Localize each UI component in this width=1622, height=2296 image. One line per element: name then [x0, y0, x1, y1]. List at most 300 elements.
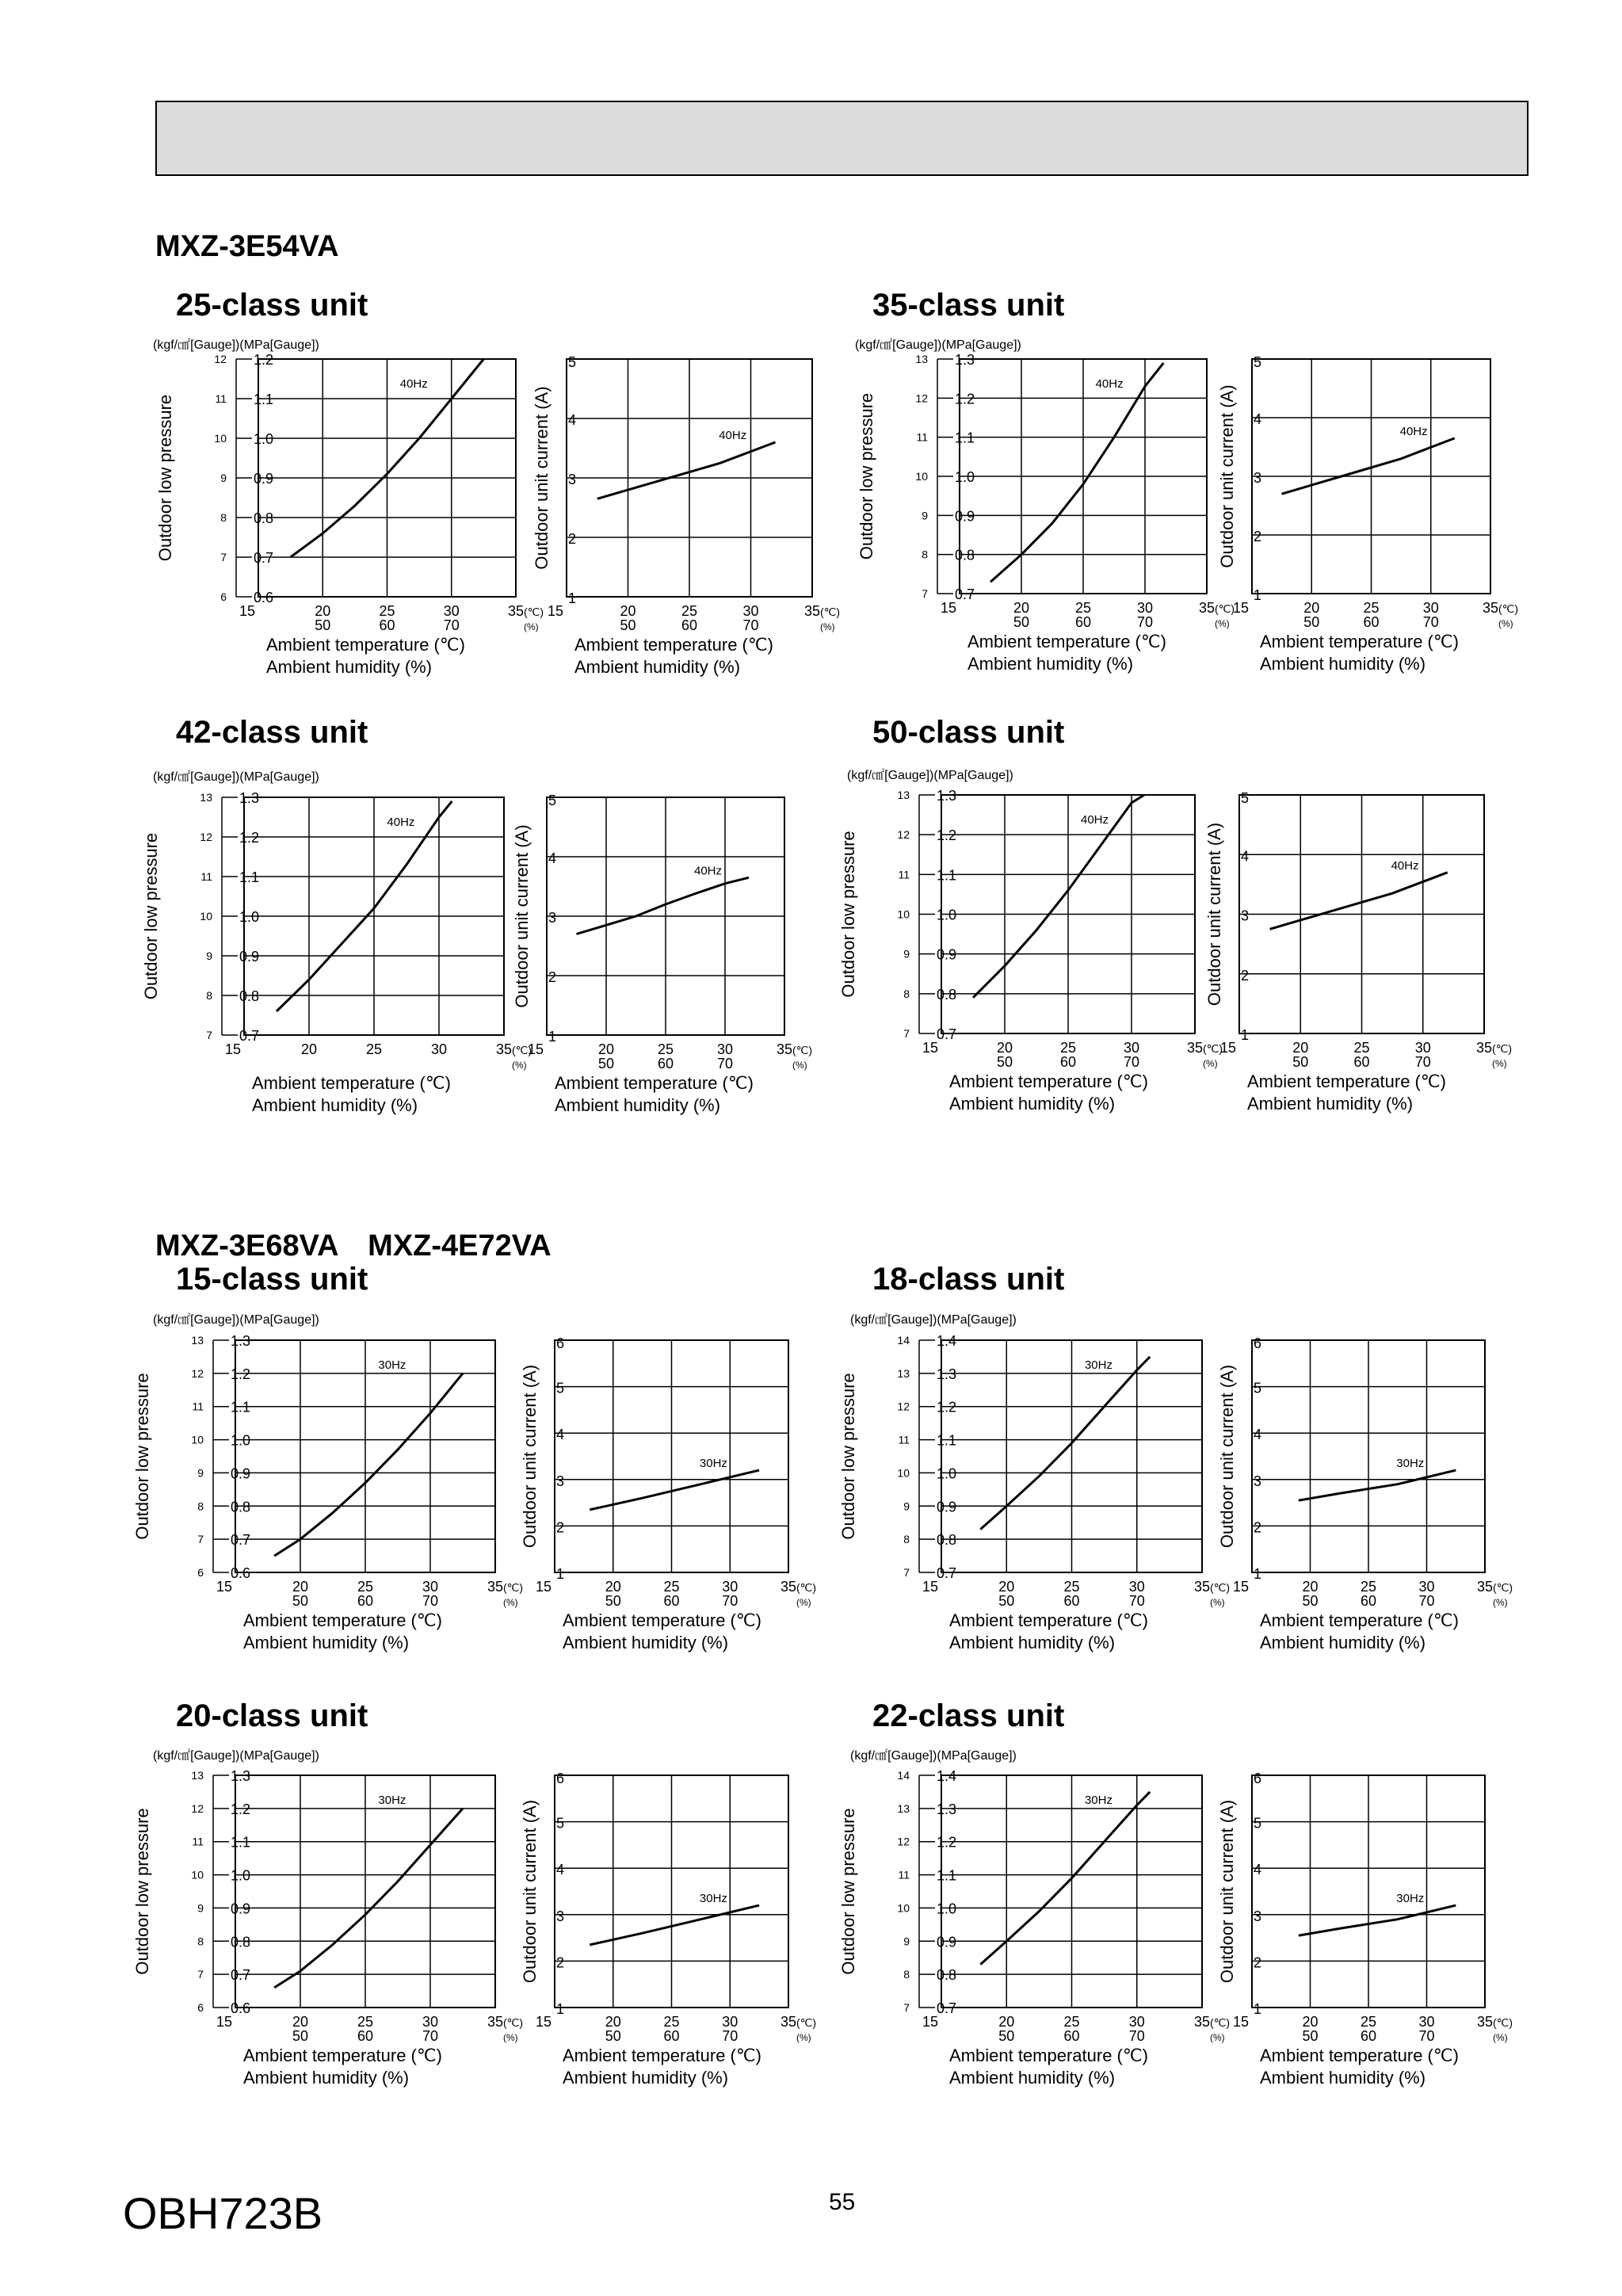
- chart5-y-tick: 3: [548, 910, 557, 926]
- chart2-x-tick: 35: [1198, 600, 1216, 616]
- chart8-x-tick: 30: [422, 1579, 439, 1595]
- chart6-x-axis-label-humidity: Ambient humidity (%): [949, 1094, 1116, 1114]
- chart1-y-axis-label: Outdoor unit current (A): [532, 386, 551, 570]
- chart10-humidity-tick: 60: [1063, 1593, 1080, 1609]
- chart12-y-tick-mpa: 0.6: [231, 2000, 251, 2016]
- chart15-series-line: [1299, 1905, 1456, 1935]
- chart3-y-axis-label: Outdoor unit current (A): [1217, 384, 1237, 568]
- chart6-y-tick-kgf: 13: [897, 789, 910, 801]
- chart14-y-tick-mpa: 1.2: [937, 1834, 957, 1851]
- chart6-y-tick-mpa: 0.8: [937, 986, 957, 1003]
- chart7-x-axis-label-humidity: Ambient humidity (%): [1247, 1094, 1414, 1114]
- chart5-humidity-tick: 60: [657, 1056, 674, 1072]
- chart4-x-axis-label-humidity: Ambient humidity (%): [252, 1095, 418, 1115]
- chart3-y-tick: 5: [1254, 354, 1262, 370]
- chart1-humidity-tick: 60: [681, 617, 698, 633]
- chart7-unit-celsius: (℃): [1492, 1042, 1513, 1055]
- chart4-x-tick: 20: [300, 1041, 318, 1057]
- chart15-y-tick: 1: [1254, 2001, 1262, 2017]
- chart7-x-tick: 25: [1353, 1040, 1370, 1056]
- chart9-y-tick: 1: [556, 1566, 565, 1582]
- chart0-y-tick-mpa: 1.1: [254, 392, 274, 407]
- chart15-x-tick: 30: [1418, 2014, 1435, 2030]
- chart1-humidity-tick: 50: [620, 617, 636, 633]
- chart11-unit-celsius: (℃): [1493, 1581, 1513, 1594]
- chart9-x-tick: 15: [535, 1579, 552, 1595]
- chart11-x-tick: 25: [1360, 1579, 1377, 1595]
- chart8-x-axis-label-humidity: Ambient humidity (%): [243, 1633, 410, 1652]
- chart8-x-tick: 25: [357, 1579, 374, 1595]
- units-label: (kgf/㎠[Gauge])(MPa[Gauge]): [153, 1749, 319, 1763]
- chart8-humidity-tick: 60: [357, 1593, 374, 1609]
- chart4-series-line: [277, 801, 452, 1011]
- chart2-y-tick-mpa: 0.7: [955, 586, 975, 602]
- units-label: (kgf/㎠[Gauge])(MPa[Gauge]): [847, 769, 1013, 782]
- chart3-humidity-tick: 60: [1363, 614, 1380, 630]
- chart10-y-tick-mpa: 0.7: [937, 1565, 957, 1581]
- chart6-x-tick: 25: [1059, 1040, 1077, 1056]
- chart6-y-tick-kgf: 10: [897, 907, 910, 921]
- chart2-y-tick-mpa: 1.3: [955, 352, 975, 368]
- chart4-y-tick-kgf: 13: [200, 791, 212, 804]
- chart7-x-tick: 30: [1414, 1040, 1431, 1056]
- chart4-y-tick-mpa: 1.3: [239, 790, 260, 806]
- chart15-x-tick: 15: [1232, 2014, 1250, 2030]
- panel-title: 50-class unit: [872, 715, 1065, 750]
- chart6-unit-celsius: (℃): [1203, 1042, 1223, 1055]
- chart6-x-tick: 30: [1123, 1040, 1140, 1056]
- chart9-y-tick: 3: [556, 1473, 565, 1489]
- chart2-unit-percent: (%): [1215, 618, 1230, 629]
- chart14-y-tick-mpa: 1.1: [937, 1867, 957, 1884]
- chart6-x-tick: 20: [996, 1040, 1013, 1056]
- chart0-x-tick: 20: [315, 603, 331, 619]
- chart11-x-tick: 30: [1418, 1579, 1435, 1595]
- chart1-x-tick: 35: [803, 603, 821, 619]
- chart14-y-tick-kgf: 8: [903, 1968, 910, 1981]
- chart14-x-tick: 20: [998, 2014, 1015, 2030]
- chart1-unit-celsius: (℃): [820, 606, 841, 618]
- chart8-y-tick-kgf: 6: [197, 1566, 204, 1579]
- chart6-y-tick-mpa: 1.2: [937, 827, 957, 844]
- chart2-y-tick-kgf: 11: [916, 430, 928, 444]
- chart3-x-axis-label-temp: Ambient temperature (℃): [1260, 632, 1459, 651]
- chart10-y-tick-kgf: 12: [897, 1400, 910, 1413]
- chart10-x-tick: 30: [1128, 1579, 1145, 1595]
- chart3-x-tick: 30: [1422, 600, 1439, 616]
- chart10-y-tick-mpa: 1.1: [937, 1432, 957, 1449]
- chart9-humidity-tick: 50: [605, 1593, 621, 1609]
- chart14-y-tick-kgf: 9: [903, 1935, 910, 1948]
- chart13-y-tick: 4: [556, 1862, 565, 1878]
- chart15-y-tick: 5: [1254, 1815, 1262, 1832]
- chart14-y-tick-mpa: 1.4: [937, 1768, 957, 1784]
- chart14-series-label: 30Hz: [1084, 1794, 1113, 1807]
- chart14-y-tick-kgf: 14: [897, 1769, 910, 1782]
- chart8-unit-celsius: (℃): [503, 1581, 524, 1594]
- chart6-humidity-tick: 60: [1059, 1054, 1077, 1070]
- units-label: (kgf/㎠[Gauge])(MPa[Gauge]): [850, 1749, 1017, 1763]
- chart0-y-tick-mpa: 1.0: [254, 431, 274, 447]
- chart4-x-tick: 35: [495, 1041, 513, 1057]
- chart7-y-tick: 2: [1241, 967, 1250, 984]
- chart14-x-axis-label-temp: Ambient temperature (℃): [949, 2046, 1148, 2065]
- chart10-series-label: 30Hz: [1084, 1358, 1113, 1372]
- chart4-y-tick-kgf: 9: [206, 949, 212, 962]
- chart0-x-tick: 30: [443, 603, 460, 619]
- chart14-humidity-tick: 70: [1128, 2028, 1145, 2044]
- chart14-humidity-tick: 60: [1063, 2028, 1080, 2044]
- chart0-unit-celsius: (℃): [524, 606, 544, 618]
- chart0-x-axis-label-temp: Ambient temperature (℃): [266, 635, 465, 655]
- chart1-x-tick: 25: [681, 603, 698, 619]
- chart2-y-tick-kgf: 13: [915, 353, 928, 365]
- chart15-y-tick: 2: [1254, 1954, 1262, 1971]
- chart11-series-label: 30Hz: [1396, 1457, 1425, 1471]
- chart10-x-tick: 35: [1193, 1579, 1211, 1595]
- chart10-y-tick-mpa: 1.4: [937, 1333, 957, 1349]
- chart9-y-tick: 6: [556, 1335, 565, 1351]
- chart8-y-tick-mpa: 1.0: [231, 1432, 251, 1449]
- chart10-humidity-tick: 70: [1128, 1593, 1145, 1609]
- chart10-y-tick-kgf: 10: [897, 1466, 910, 1480]
- chart3-x-tick: 35: [1482, 600, 1499, 616]
- chart13-y-axis-label: Outdoor unit current (A): [520, 1799, 540, 1984]
- panel-title: 22-class unit: [872, 1698, 1065, 1733]
- chart14-y-tick-kgf: 7: [903, 2001, 910, 2014]
- chart12-humidity-tick: 70: [422, 2028, 439, 2044]
- chart14-y-tick-mpa: 0.7: [937, 2000, 957, 2016]
- chart7-y-tick: 3: [1241, 907, 1250, 924]
- chart6-x-tick: 35: [1186, 1040, 1204, 1056]
- chart14-y-axis-label: Outdoor low pressure: [838, 1808, 858, 1975]
- chart13-unit-celsius: (℃): [796, 2016, 817, 2029]
- chart12-y-tick-kgf: 11: [192, 1835, 204, 1848]
- units-label: (kgf/㎠[Gauge])(MPa[Gauge]): [850, 1313, 1017, 1327]
- chart6-y-tick-kgf: 8: [903, 987, 910, 1000]
- chart10-x-tick: 20: [998, 1579, 1015, 1595]
- chart12-y-tick-kgf: 13: [191, 1769, 204, 1782]
- chart13-y-tick: 6: [556, 1771, 565, 1786]
- chart12-x-tick: 15: [216, 2014, 233, 2030]
- chart0-humidity-tick: 50: [315, 617, 331, 633]
- chart5-unit-percent: (%): [792, 1060, 807, 1071]
- chart6-y-tick-mpa: 1.1: [937, 867, 957, 884]
- chart15-x-tick: 20: [1302, 2014, 1319, 2030]
- chart2-x-tick: 15: [940, 600, 957, 616]
- chart8-y-tick-kgf: 8: [197, 1499, 204, 1513]
- chart2-x-axis-label-temp: Ambient temperature (℃): [967, 632, 1166, 651]
- chart4-y-tick-kgf: 11: [200, 870, 212, 883]
- chart10-y-tick-kgf: 13: [897, 1366, 910, 1380]
- chart13-series-line: [590, 1905, 759, 1945]
- chart6-y-tick-kgf: 7: [903, 1027, 910, 1040]
- chart6-y-tick-mpa: 0.7: [937, 1026, 957, 1042]
- chart10-y-tick-mpa: 1.3: [937, 1366, 957, 1382]
- chart7-series-line: [1270, 873, 1448, 930]
- chart14-y-tick-mpa: 1.3: [937, 1801, 957, 1817]
- chart3-y-tick: 3: [1254, 470, 1262, 486]
- chart8-x-tick: 15: [216, 1579, 233, 1595]
- chart1-x-tick: 20: [620, 603, 636, 619]
- chart0-x-tick: 35: [507, 603, 525, 619]
- chart10-y-tick-kgf: 9: [903, 1499, 910, 1513]
- chart0-y-tick-mpa: 1.2: [254, 352, 274, 368]
- chart10-humidity-tick: 50: [998, 1593, 1015, 1609]
- chart11-x-tick: 15: [1232, 1579, 1250, 1595]
- chart12-y-tick-mpa: 1.0: [231, 1867, 251, 1884]
- chart12-unit-celsius: (℃): [503, 2016, 524, 2029]
- chart5-y-axis-label: Outdoor unit current (A): [512, 824, 532, 1008]
- chart5-humidity-tick: 70: [716, 1056, 734, 1072]
- chart4-y-tick-mpa: 0.8: [239, 988, 260, 1004]
- chart9-y-axis-label: Outdoor unit current (A): [520, 1364, 540, 1549]
- chart2-series-line: [990, 363, 1163, 582]
- chart15-y-tick: 3: [1254, 1908, 1262, 1924]
- chart7-humidity-tick: 50: [1292, 1054, 1309, 1070]
- chart8-y-tick-mpa: 0.7: [231, 1532, 251, 1549]
- chart3-humidity-tick: 70: [1422, 614, 1439, 630]
- chart3-x-tick: 15: [1232, 600, 1250, 616]
- chart14-y-tick-kgf: 11: [898, 1868, 910, 1881]
- chart2-humidity-tick: 70: [1136, 614, 1154, 630]
- chart13-x-tick: 30: [722, 2014, 738, 2030]
- chart11-series-line: [1299, 1470, 1456, 1500]
- chart10-y-tick-kgf: 11: [898, 1433, 910, 1446]
- chart15-humidity-tick: 60: [1360, 2028, 1377, 2044]
- chart8-y-tick-kgf: 10: [191, 1433, 204, 1446]
- chart12-y-axis-label: Outdoor low pressure: [132, 1808, 152, 1975]
- chart2-y-tick-mpa: 1.1: [955, 430, 975, 446]
- chart8-humidity-tick: 50: [292, 1593, 309, 1609]
- chart0-y-tick-mpa: 0.7: [254, 550, 274, 566]
- chart12-y-tick-mpa: 0.8: [231, 1934, 251, 1950]
- chart12-humidity-tick: 60: [357, 2028, 374, 2044]
- chart5-x-axis-label-temp: Ambient temperature (℃): [555, 1073, 754, 1093]
- chart14-humidity-tick: 50: [998, 2028, 1015, 2044]
- chart0-y-tick-kgf: 10: [214, 432, 227, 445]
- chart8-y-tick-mpa: 1.1: [231, 1399, 251, 1415]
- chart14-y-tick-mpa: 0.9: [937, 1934, 957, 1950]
- chart3-x-tick: 20: [1303, 600, 1320, 616]
- chart15-x-axis-label-temp: Ambient temperature (℃): [1260, 2046, 1459, 2065]
- chart6-y-axis-label: Outdoor low pressure: [838, 831, 858, 998]
- chart15-y-tick: 4: [1254, 1862, 1262, 1878]
- chart11-y-axis-label: Outdoor unit current (A): [1217, 1364, 1237, 1549]
- chart0-y-tick-mpa: 0.6: [254, 590, 274, 606]
- chart12-x-tick: 20: [292, 2014, 309, 2030]
- chart1-y-tick: 3: [568, 472, 577, 487]
- chart4-y-tick-kgf: 12: [200, 831, 212, 843]
- chart14-y-tick-kgf: 13: [897, 1801, 910, 1815]
- chart11-unit-percent: (%): [1493, 1597, 1508, 1608]
- chart12-y-tick-kgf: 9: [197, 1901, 204, 1915]
- chart11-x-tick: 35: [1476, 1579, 1494, 1595]
- chart4-y-tick-mpa: 0.9: [239, 949, 260, 965]
- chart8-x-axis-label-temp: Ambient temperature (℃): [243, 1610, 442, 1630]
- chart8-unit-percent: (%): [503, 1597, 518, 1608]
- chart6-humidity-tick: 70: [1123, 1054, 1140, 1070]
- chart2-x-tick: 25: [1074, 600, 1092, 616]
- chart6-y-tick-kgf: 9: [903, 947, 910, 961]
- chart2-y-tick-mpa: 1.2: [955, 391, 975, 407]
- units-label: (kgf/㎠[Gauge])(MPa[Gauge]): [153, 770, 319, 784]
- panel-title: 15-class unit: [176, 1262, 368, 1297]
- chart1-x-tick: 15: [547, 603, 564, 619]
- chart9-humidity-tick: 60: [663, 1593, 680, 1609]
- chart15-y-axis-label: Outdoor unit current (A): [1217, 1799, 1237, 1984]
- chart14-y-tick-kgf: 10: [897, 1901, 910, 1915]
- chart10-y-tick-mpa: 0.8: [937, 1532, 957, 1549]
- chart13-humidity-tick: 50: [605, 2028, 621, 2044]
- chart9-y-tick: 4: [556, 1427, 565, 1443]
- chart9-x-axis-label-temp: Ambient temperature (℃): [563, 1610, 761, 1630]
- chart4-x-tick: 15: [224, 1041, 242, 1057]
- chart7-series-label: 40Hz: [1391, 858, 1419, 873]
- chart10-x-axis-label-temp: Ambient temperature (℃): [949, 1610, 1148, 1630]
- chart10-y-tick-mpa: 0.9: [937, 1499, 957, 1515]
- chart10-x-tick: 25: [1063, 1579, 1080, 1595]
- chart8-y-tick-kgf: 11: [192, 1400, 204, 1413]
- chart5-y-tick: 4: [548, 850, 557, 866]
- chart0-humidity-tick: 60: [379, 617, 395, 633]
- chart0-x-tick: 25: [379, 603, 395, 619]
- chart9-x-tick: 20: [605, 1579, 621, 1595]
- chart1-humidity-tick: 70: [742, 617, 759, 633]
- chart4-series-label: 40Hz: [387, 816, 415, 829]
- chart14-y-tick-mpa: 1.0: [937, 1901, 957, 1917]
- model-heading-2: MXZ-3E68VA MXZ-4E72VA: [155, 1229, 551, 1263]
- chart0-y-tick-kgf: 11: [215, 392, 227, 405]
- chart7-x-tick: 20: [1292, 1040, 1309, 1056]
- chart12-y-tick-mpa: 0.9: [231, 1901, 251, 1917]
- chart12-unit-percent: (%): [503, 2032, 518, 2043]
- units-label: (kgf/㎠[Gauge])(MPa[Gauge]): [153, 338, 319, 352]
- chart1-series-label: 40Hz: [719, 429, 747, 442]
- chart4-y-tick-mpa: 1.2: [239, 830, 260, 846]
- chart11-y-tick: 2: [1254, 1519, 1262, 1536]
- chart1-unit-percent: (%): [820, 621, 835, 632]
- chart11-humidity-tick: 60: [1360, 1593, 1377, 1609]
- chart2-y-tick-mpa: 0.8: [955, 547, 975, 563]
- chart12-x-tick: 25: [357, 2014, 374, 2030]
- chart4-x-tick: 30: [430, 1041, 448, 1057]
- chart1-y-tick: 1: [568, 590, 577, 606]
- chart13-humidity-tick: 70: [722, 2028, 738, 2044]
- chart5-x-axis-label-humidity: Ambient humidity (%): [555, 1095, 721, 1115]
- model-heading-1: MXZ-3E54VA: [155, 230, 339, 263]
- chart12-x-tick: 30: [422, 2014, 439, 2030]
- chart6-humidity-tick: 50: [996, 1054, 1013, 1070]
- chart11-y-tick: 6: [1254, 1335, 1262, 1351]
- chart10-y-tick-mpa: 1.2: [937, 1399, 957, 1415]
- chart10-y-tick-mpa: 1.0: [937, 1465, 957, 1482]
- chart8-series-label: 30Hz: [378, 1358, 406, 1372]
- chart2-y-tick-kgf: 9: [922, 509, 928, 522]
- chart12-humidity-tick: 50: [292, 2028, 309, 2044]
- chart3-x-tick: 25: [1363, 600, 1380, 616]
- chart12-x-tick: 35: [487, 2014, 504, 2030]
- chart5-series-label: 40Hz: [694, 864, 723, 878]
- chart10-y-axis-label: Outdoor low pressure: [838, 1373, 858, 1540]
- chart0-y-tick-kgf: 12: [214, 353, 227, 365]
- chart4-y-tick-mpa: 1.0: [239, 909, 260, 925]
- chart6-unit-percent: (%): [1203, 1058, 1218, 1069]
- chart5-humidity-tick: 50: [597, 1056, 615, 1072]
- chart12-y-tick-kgf: 8: [197, 1935, 204, 1948]
- page-number: 55: [829, 2189, 856, 2215]
- chart10-y-tick-kgf: 8: [903, 1533, 910, 1546]
- chart14-x-axis-label-humidity: Ambient humidity (%): [949, 2068, 1116, 2088]
- chart9-unit-celsius: (℃): [796, 1581, 817, 1594]
- chart8-series-line: [274, 1373, 463, 1556]
- chart10-y-tick-kgf: 7: [903, 1566, 910, 1579]
- chart14-x-tick: 30: [1128, 2014, 1145, 2030]
- chart13-unit-percent: (%): [796, 2032, 811, 2043]
- chart2-humidity-tick: 50: [1013, 614, 1030, 630]
- chart4-y-tick-mpa: 0.7: [239, 1028, 260, 1044]
- chart7-humidity-tick: 60: [1353, 1054, 1370, 1070]
- chart1-x-tick: 30: [742, 603, 759, 619]
- chart1-series-line: [597, 442, 776, 499]
- chart9-y-tick: 5: [556, 1380, 565, 1396]
- chart12-y-tick-kgf: 6: [197, 2001, 204, 2014]
- chart5-x-tick: 30: [716, 1041, 734, 1057]
- chart5-y-tick: 1: [548, 1029, 557, 1045]
- chart6-y-tick-mpa: 1.3: [937, 788, 957, 804]
- chart7-y-tick: 5: [1241, 790, 1250, 806]
- chart8-y-tick-mpa: 0.6: [231, 1565, 251, 1581]
- chart3-y-tick: 2: [1254, 529, 1262, 544]
- chart15-x-axis-label-humidity: Ambient humidity (%): [1260, 2068, 1426, 2088]
- chart2-y-axis-label: Outdoor low pressure: [857, 392, 876, 560]
- chart2-y-tick-mpa: 0.9: [955, 508, 975, 525]
- chart8-y-tick-mpa: 0.8: [231, 1499, 251, 1515]
- chart1-x-axis-label-temp: Ambient temperature (℃): [574, 635, 773, 655]
- chart10-y-tick-kgf: 14: [897, 1334, 910, 1347]
- panel-title: 25-class unit: [176, 288, 368, 323]
- chart15-unit-celsius: (℃): [1493, 2016, 1513, 2029]
- chart13-series-label: 30Hz: [699, 1892, 727, 1906]
- chart8-y-tick-mpa: 1.2: [231, 1366, 251, 1382]
- chart10-x-tick: 15: [922, 1579, 939, 1595]
- chart10-unit-percent: (%): [1210, 1597, 1225, 1608]
- chart6-x-axis-label-temp: Ambient temperature (℃): [949, 1072, 1148, 1091]
- chart5-unit-celsius: (℃): [792, 1044, 813, 1056]
- chart8-x-tick: 20: [292, 1579, 309, 1595]
- chart11-x-tick: 20: [1302, 1579, 1319, 1595]
- chart3-series-line: [1282, 438, 1455, 494]
- chart8-y-tick-kgf: 9: [197, 1466, 204, 1480]
- chart7-x-tick: 35: [1475, 1040, 1493, 1056]
- chart3-humidity-tick: 50: [1303, 614, 1320, 630]
- chart5-series-line: [577, 877, 750, 934]
- chart0-humidity-tick: 70: [443, 617, 460, 633]
- chart2-y-tick-kgf: 7: [922, 587, 928, 600]
- chart1-y-tick: 2: [568, 531, 577, 547]
- chart4-x-axis-label-temp: Ambient temperature (℃): [252, 1073, 451, 1093]
- chart8-y-axis-label: Outdoor low pressure: [132, 1373, 152, 1540]
- panel-title: 42-class unit: [176, 715, 368, 750]
- chart9-x-axis-label-humidity: Ambient humidity (%): [563, 1633, 729, 1652]
- chart7-y-tick: 1: [1241, 1027, 1250, 1043]
- chart6-x-tick: 15: [922, 1040, 939, 1056]
- chart5-x-tick: 15: [527, 1041, 544, 1057]
- chart15-humidity-tick: 70: [1418, 2028, 1435, 2044]
- chart7-y-axis-label: Outdoor unit current (A): [1204, 822, 1224, 1007]
- panel-title: 18-class unit: [872, 1262, 1065, 1297]
- chart14-series-line: [980, 1792, 1150, 1965]
